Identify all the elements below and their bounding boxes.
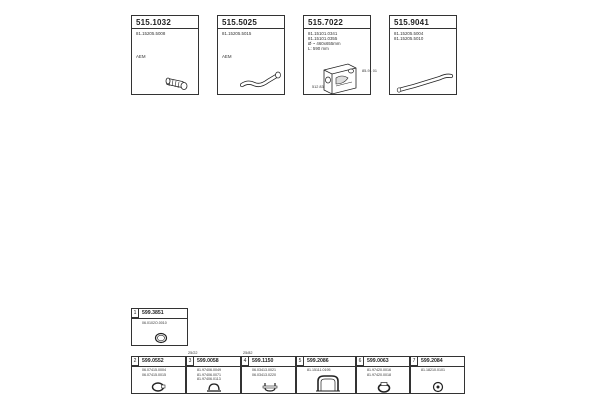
accessory-ref: 06.07415.0004 xyxy=(142,368,166,372)
part-ref: 81.15205.5004 xyxy=(394,31,424,36)
divider xyxy=(304,28,370,29)
part-card-4[interactable] xyxy=(389,15,457,95)
position-number: 4 xyxy=(242,357,249,366)
divider xyxy=(411,366,464,367)
accessory-card-6[interactable] xyxy=(356,356,410,394)
position-number: 1 xyxy=(132,309,139,318)
u-bolt-icon xyxy=(261,381,279,393)
accessory-number: 599.2084 xyxy=(421,358,443,364)
callout-label: 85-91 01 xyxy=(362,69,377,73)
part-card-2[interactable] xyxy=(217,15,285,95)
accessory-card-5[interactable] xyxy=(296,356,356,394)
part-card-1[interactable] xyxy=(131,15,199,95)
divider xyxy=(242,366,295,367)
part-number: 515.7022 xyxy=(308,18,343,27)
part-number: 515.5025 xyxy=(222,18,257,27)
part-card-3[interactable] xyxy=(303,15,377,95)
hose-clamp-icon xyxy=(376,382,392,394)
size-label: 25/82 xyxy=(243,351,253,355)
accessory-ref: 06.0102O.0010 xyxy=(142,321,167,325)
accessory-ref: 81.18210.0101 xyxy=(421,368,445,372)
accessory-number: 599.2086 xyxy=(307,358,329,364)
clamp-ring-icon xyxy=(150,381,166,393)
part-ref: 81.15205.5015 xyxy=(222,31,252,36)
pipe-clamp-icon xyxy=(206,382,222,394)
accessory-ref: 06.03413.0220 xyxy=(252,372,276,377)
part-length: L: 590 mm xyxy=(308,46,329,51)
accessory-ref: 81.97420.0016 xyxy=(367,368,391,372)
callout-label: 512 83 xyxy=(312,85,324,89)
accessory-card-4[interactable] xyxy=(241,356,296,394)
accessory-number: 599.0552 xyxy=(142,358,164,364)
accessory-number: 599.1150 xyxy=(252,358,274,364)
divider xyxy=(132,366,185,367)
part-ref: 81.15101.0355 xyxy=(308,36,338,41)
accessory-number: 599.0063 xyxy=(367,358,389,364)
part-dimension: Ø ~ 460x655mm xyxy=(308,41,341,46)
mounting-bracket-icon xyxy=(315,373,341,393)
accessory-ref: 81.97406.0113 xyxy=(197,377,221,381)
divider xyxy=(187,366,240,367)
accessory-number: 599.3851 xyxy=(142,310,164,316)
flex-connector-icon xyxy=(164,74,190,92)
divider xyxy=(390,28,456,29)
position-number: 3 xyxy=(187,357,194,366)
silencer-icon xyxy=(318,62,360,96)
accessory-ref: 81.97406.0071 xyxy=(197,372,221,377)
part-ref: 81.15205.5010 xyxy=(394,36,424,41)
accessory-card-1[interactable] xyxy=(131,308,188,346)
position-number: 5 xyxy=(297,357,304,366)
part-number: 515.9041 xyxy=(394,18,429,27)
divider xyxy=(357,366,409,367)
divider xyxy=(132,318,187,319)
divider xyxy=(218,28,284,29)
divider xyxy=(132,28,198,29)
accessory-card-3[interactable] xyxy=(186,356,241,394)
position-number: 7 xyxy=(411,357,418,366)
divider xyxy=(297,366,355,367)
part-ref: 81.15101.0341 xyxy=(308,31,338,36)
position-number: 2 xyxy=(132,357,139,366)
tail-pipe-icon xyxy=(396,68,454,94)
size-label: 25/22 xyxy=(188,351,198,355)
accessory-card-7[interactable] xyxy=(410,356,465,394)
accessory-ref: 06.03413.0021 xyxy=(252,368,276,372)
accessory-ref: 81.97406.0049 xyxy=(197,368,221,372)
position-number: 6 xyxy=(357,357,364,366)
bolt-ring-icon xyxy=(431,381,445,393)
accessory-ref: 81.15111.0195 xyxy=(307,368,331,372)
accessory-ref: 06.07415.0015 xyxy=(142,372,166,377)
accessory-ref: 81.97420.0018 xyxy=(367,372,391,377)
part-ref: 81.15205.5008 xyxy=(136,31,166,36)
gasket-ring-icon xyxy=(154,332,168,344)
accessory-card-2[interactable] xyxy=(131,356,186,394)
accessory-number: 599.0058 xyxy=(197,358,219,364)
part-number: 515.1032 xyxy=(136,18,171,27)
part-note: AEM xyxy=(136,54,146,59)
part-note: AEM xyxy=(222,54,232,59)
bent-pipe-icon xyxy=(240,71,284,93)
